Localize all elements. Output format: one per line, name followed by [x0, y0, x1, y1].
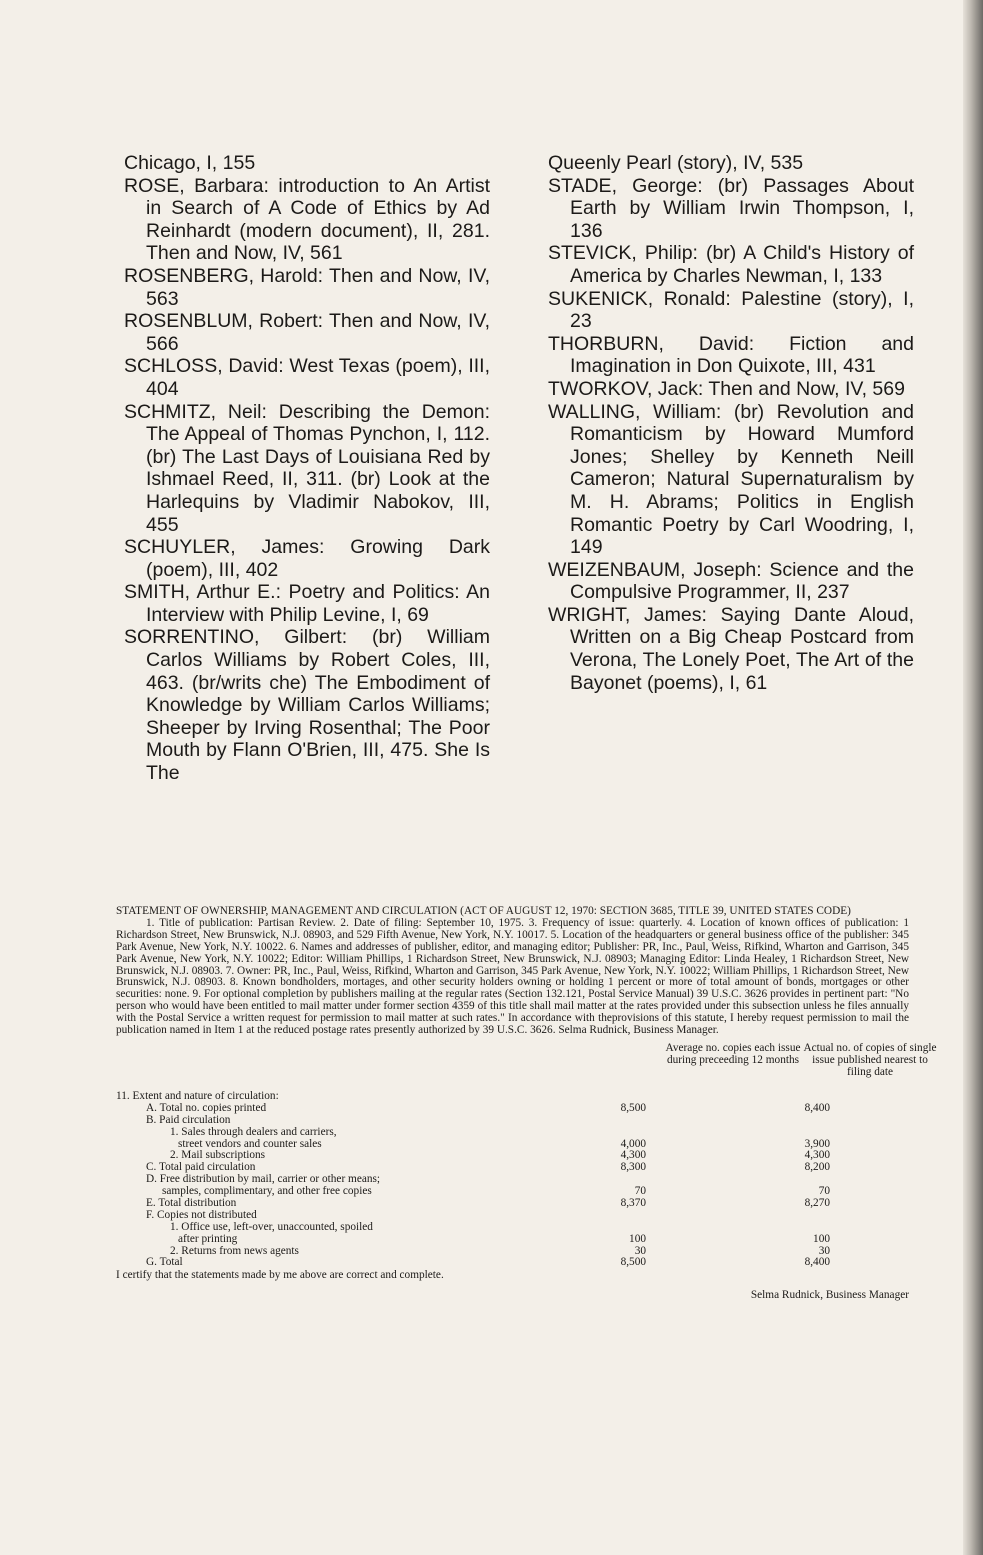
circulation-row-label: F. Copies not distributed — [146, 1208, 257, 1221]
circulation-average-value: 30 — [634, 1244, 646, 1257]
index-entry: SCHMITZ, Neil: Describing the Demon: The Appeal of Thomas Pynchon, I, 112. (br) The Last Days of Louisiana Red by Ishmael Reed, II, 311. (br) Look at the Harlequins by Vladimir Nabokov, III, 455 — [124, 400, 490, 536]
circulation-column-headers — [116, 1041, 937, 1091]
statement-title: STATEMENT OF OWNERSHIP, MANAGEMENT AND CIRCULATION (ACT OF AUGUST 12, 1970: SECTION 3685, TITLE 39, UNITED STATES CODE) — [116, 905, 851, 917]
circulation-row-label: D. Free distribution by mail, carrier or other means; — [146, 1173, 381, 1186]
circulation-actual-value: 30 — [818, 1244, 830, 1257]
circulation-actual-value: 8,200 — [804, 1161, 830, 1174]
circulation-row — [116, 1222, 909, 1234]
circulation-row-label: B. Paid circulation — [146, 1113, 231, 1126]
circulation-average-value: 4,300 — [620, 1149, 646, 1162]
index-column-left — [124, 152, 490, 785]
circulation-rows — [116, 1091, 909, 1269]
index-entry: SCHLOSS, David: West Texas (poem), III, 404 — [124, 355, 490, 400]
circulation-average-value: 4,000 — [620, 1137, 646, 1150]
statement-body: 1. Title of publication: Partisan Review. 2. Date of filing: September 10, 1975. 3. Frequency of issue: quarterly. 4. Location of known offices of publication: 1 Richardson Street, New Brunswick, N.J. 08903, and 529 Fifth Avenue, New York, N.Y. 10017. 5. Location of the headquarters or general business office of the publisher: 345 Park Avenue, New York, N.Y. 10022. 6. Names and addresses of publisher, editor, and managing editor; Publisher: PR, Inc., Paul, Weiss, Rifkind, Wharton and Garrison, 345 Park Avenue, New York, N.Y. 10022; Editor: William Phillips, 1 Richardson Street, New Brunswick, N.J. 08903; Managing Editor: Linda Healey, 1 Richardson Street, New Brunswick, N.J. 08903. 7. Owner: PR, Inc., Paul, Weiss, Rifkind, Wharton and Garrison, 345 Park Avenue, New York, N.Y. 10022; William Phillips, 1 Richardson Street, New Brunswick, N.J. 08903. 8. Known bondholders, mortages, and other security holders owning or holding 1 percent or more of total amount of bonds, mortgages or other securities: none. 9. For optional completion by publishers mailing at the regular rates (Section 132.121, Postal Service Manual) 39 U.S.C. 3626 provides in pertinent part: "No person who would have been entitled to mail matter under former section 4359 of this title shall mail matter at the rates provided under this subsection unless he files annually with the Postal Service a written request for permission to mail matter at such rates." In accordance with theprovisions of this statute, I hereby request permission to mail the publication named in Item 1 at the reduced postage rates presently authorized by 39 U.S.C. 3626. Selma Rudnick, Business Manager. — [116, 916, 909, 1037]
index-entry: ROSENBERG, Harold: Then and Now, IV, 563 — [124, 264, 490, 310]
circulation-row-label: samples, complimentary, and other free copies — [162, 1185, 372, 1198]
index-entry: WALLING, William: (br) Revolution and Romanticism by Howard Mumford Jones; Shelley by Kenneth Neill Cameron; Natural Supernaturalism by M. H. Abrams; Politics in English Romantic Poetry by Carl Woodring, I, 149 — [548, 400, 914, 559]
author-index — [124, 152, 914, 785]
page-edge-shadow — [963, 0, 983, 1555]
circulation-average-value: 70 — [634, 1185, 646, 1198]
circulation-table — [116, 1041, 937, 1302]
index-entry: ROSE, Barbara: introduction to An Artist in Search of A Code of Ethics by Ad Reinhardt (modern document), II, 281. Then and Now, IV, 561 — [124, 174, 490, 265]
index-column-right — [548, 152, 914, 785]
circulation-average-value: 8,300 — [620, 1161, 646, 1174]
circulation-row-label: 2. Mail subscriptions — [170, 1149, 266, 1162]
circulation-row-label: C. Total paid circulation — [146, 1161, 256, 1174]
circulation-average-value: 8,370 — [620, 1196, 646, 1209]
ownership-statement — [116, 905, 937, 1302]
index-entry: SUKENICK, Ronald: Palestine (story), I, 23 — [548, 287, 914, 333]
index-entry: SCHUYLER, James: Growing Dark (poem), III, 402 — [124, 536, 490, 581]
circulation-row — [116, 1257, 909, 1269]
circulation-row — [116, 1210, 909, 1222]
circulation-average-value: 100 — [629, 1232, 646, 1245]
circulation-row — [116, 1103, 909, 1115]
circulation-actual-value: 3,900 — [804, 1137, 830, 1150]
index-entry: WRIGHT, James: Saying Dante Aloud, Written on a Big Cheap Postcard from Verona, The Lonely Poet, The Art of the Bayonet (poems), I, 61 — [548, 603, 914, 694]
index-entry: TWORKOV, Jack: Then and Now, IV, 569 — [548, 377, 905, 400]
index-entry: Chicago, I, 155 — [124, 152, 256, 174]
index-entry: SMITH, Arthur E.: Poetry and Politics: An Interview with Philip Levine, I, 69 — [124, 581, 490, 626]
circulation-average-value: 8,500 — [620, 1256, 646, 1269]
circulation-row-label: G. Total — [146, 1256, 183, 1269]
circulation-actual-value: 70 — [818, 1185, 830, 1198]
circulation-actual-value: 100 — [813, 1232, 830, 1245]
column-header-average: Average no. copies each issue during preceeding 12 months — [665, 1041, 801, 1066]
circulation-actual-value: 8,400 — [804, 1101, 830, 1114]
circulation-row — [116, 1115, 909, 1127]
index-entry: WEIZENBAUM, Joseph: Science and the Compulsive Programmer, II, 237 — [548, 558, 914, 604]
index-entry: THORBURN, David: Fiction and Imagination in Don Quixote, III, 431 — [548, 332, 914, 378]
index-entry: Queenly Pearl (story), IV, 535 — [548, 152, 804, 174]
circulation-actual-value: 8,270 — [804, 1196, 830, 1209]
index-entry: STADE, George: (br) Passages About Earth by William Irwin Thompson, I, 136 — [548, 174, 914, 242]
circulation-row-label: 2. Returns from news agents — [170, 1244, 299, 1257]
index-entry: ROSENBLUM, Robert: Then and Now, IV, 566 — [124, 310, 490, 355]
circulation-actual-value: 4,300 — [804, 1149, 830, 1162]
circulation-row-label: after printing — [178, 1232, 238, 1245]
circulation-row-label: street vendors and counter sales — [178, 1137, 322, 1150]
circulation-row-label: A. Total no. copies printed — [146, 1101, 267, 1114]
circulation-row-label: E. Total distribution — [146, 1196, 237, 1209]
column-header-actual: Actual no. of copies of single issue published nearest to filing date — [803, 1041, 937, 1078]
circulation-actual-value: 8,400 — [804, 1256, 830, 1269]
certification-line: I certify that the statements made by me above are correct and complete. — [116, 1269, 444, 1282]
circulation-row-label: 11. Extent and nature of circulation: — [116, 1089, 279, 1102]
circulation-row — [116, 1234, 909, 1246]
circulation-row — [116, 1246, 909, 1258]
circulation-average-value: 8,500 — [620, 1101, 646, 1114]
circulation-row-label: 1. Sales through dealers and carriers, — [170, 1125, 337, 1138]
index-entry: SORRENTINO, Gilbert: (br) William Carlos Williams by Robert Coles, III, 463. (br/writs che) The Embodiment of Knowledge by William Carlos Williams; Sheeper by Irving Rosenthal; The Poor Mouth by Flann O'Brien, III, 475. She Is The — [124, 626, 490, 785]
circulation-row-label: 1. Office use, left-over, unaccounted, spoiled — [170, 1220, 373, 1233]
signature: Selma Rudnick, Business Manager — [750, 1289, 909, 1302]
circulation-row — [116, 1127, 909, 1139]
index-entry: STEVICK, Philip: (br) A Child's History of America by Charles Newman, I, 133 — [548, 242, 914, 287]
